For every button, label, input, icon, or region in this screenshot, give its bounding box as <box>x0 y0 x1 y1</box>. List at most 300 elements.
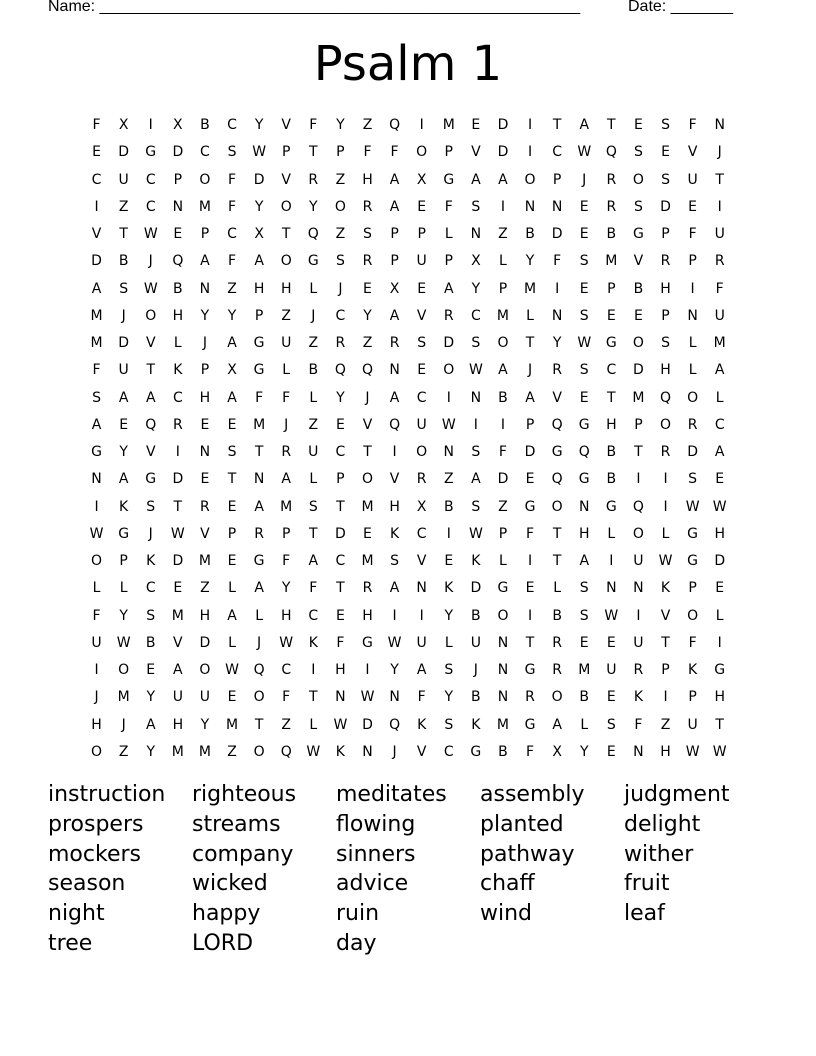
grid-letter: A <box>714 362 725 379</box>
grid-letter: F <box>92 362 101 379</box>
grid-letter: R <box>416 471 427 488</box>
grid-letter: J <box>284 416 289 433</box>
grid-letter: U <box>416 416 427 433</box>
grid-letter: B <box>579 689 590 706</box>
grid-letter: S <box>363 226 372 243</box>
grid-letter: D <box>470 580 482 597</box>
grid-letter: M <box>605 253 618 270</box>
grid-letter: V <box>552 389 562 406</box>
grid-letter: X <box>389 280 400 297</box>
letter-grid <box>83 112 743 766</box>
grid-letter: T <box>363 444 372 461</box>
grid-row <box>83 221 743 248</box>
grid-letter: D <box>687 444 698 461</box>
grid-letter: P <box>634 416 643 433</box>
grid-letter: V <box>362 416 373 433</box>
grid-letter: A <box>254 253 264 270</box>
grid-letter: D <box>443 335 455 352</box>
grid-letter: N <box>497 662 509 679</box>
word-bank-item: righteous <box>192 782 297 807</box>
grid-letter: F <box>444 198 453 215</box>
grid-letter: M <box>198 198 211 215</box>
grid-letter: U <box>416 253 427 270</box>
grid-letter: O <box>497 607 509 624</box>
word-bank-item: tree <box>48 930 93 956</box>
grid-letter: S <box>335 253 345 270</box>
grid-letter: R <box>660 444 671 461</box>
grid-letter: Z <box>308 335 319 352</box>
word-bank-item: sinners <box>336 841 416 867</box>
grid-letter: C <box>281 662 292 679</box>
grid-letter: Q <box>389 416 401 433</box>
word-bank-item: ruin <box>336 901 380 927</box>
grid-letter: E <box>525 580 535 597</box>
grid-letter: Q <box>145 416 157 433</box>
grid-letter: H <box>714 689 725 706</box>
grid-letter: S <box>579 607 589 624</box>
grid-letter: X <box>254 226 264 243</box>
grid-letter: Q <box>361 362 373 379</box>
grid-letter: F <box>363 144 372 161</box>
grid-letter: P <box>661 662 670 679</box>
grid-letter: E <box>525 471 535 488</box>
grid-letter: M <box>632 389 645 406</box>
grid-letter: M <box>496 307 509 324</box>
grid-letter: O <box>334 198 346 215</box>
grid-letter: I <box>717 198 722 215</box>
grid-letter: C <box>227 117 237 134</box>
grid-letter: N <box>551 307 563 324</box>
grid-letter: A <box>281 471 291 488</box>
grid-letter: M <box>198 553 211 570</box>
grid-row <box>83 303 743 330</box>
grid-row <box>83 112 743 139</box>
grid-letter: S <box>579 253 589 270</box>
grid-letter: N <box>253 471 265 488</box>
grid-letter: Y <box>254 117 264 134</box>
grid-letter: U <box>91 634 102 651</box>
grid-letter: S <box>417 335 427 352</box>
grid-letter: Y <box>336 117 345 134</box>
grid-letter: Z <box>335 171 346 188</box>
grid-letter: B <box>443 498 454 515</box>
grid-letter: S <box>471 444 481 461</box>
grid-letter: I <box>555 280 560 297</box>
grid-letter: R <box>660 253 671 270</box>
grid-letter: O <box>145 307 157 324</box>
grid-letter: U <box>118 362 129 379</box>
grid-letter: G <box>605 335 617 352</box>
grid-letter: Z <box>498 498 508 515</box>
grid-letter: A <box>389 580 400 597</box>
grid-letter: B <box>606 444 617 461</box>
grid-letter: I <box>446 525 451 542</box>
word-bank-item: LORD <box>192 930 254 956</box>
grid-letter: B <box>173 280 183 297</box>
grid-letter: Y <box>200 307 210 324</box>
grid-letter: U <box>687 716 698 733</box>
word-bank-item: streams <box>192 811 281 837</box>
grid-letter: M <box>171 607 184 624</box>
grid-letter: N <box>524 198 536 215</box>
grid-letter: E <box>92 144 101 161</box>
grid-letter: E <box>606 689 616 706</box>
grid-letter: W <box>712 743 727 760</box>
grid-letter: Y <box>444 689 454 706</box>
grid-letter: Q <box>605 144 617 161</box>
grid-letter: J <box>338 280 343 297</box>
grid-letter: B <box>525 226 535 243</box>
grid-letter: C <box>145 198 156 215</box>
grid-letter: V <box>281 117 291 134</box>
grid-letter: P <box>498 280 508 297</box>
grid-letter: A <box>91 280 102 297</box>
grid-letter: F <box>282 689 291 706</box>
grid-letter: E <box>173 226 183 243</box>
grid-letter: F <box>309 580 318 597</box>
grid-letter: N <box>91 471 102 488</box>
grid-letter: U <box>281 335 292 352</box>
grid-letter: F <box>227 171 237 188</box>
grid-letter: R <box>254 525 264 542</box>
grid-letter: I <box>446 389 451 406</box>
grid-letter: W <box>658 553 673 570</box>
grid-letter: R <box>633 662 644 679</box>
grid-letter: V <box>633 253 644 270</box>
grid-letter: I <box>527 117 533 134</box>
word-bank-item: delight <box>624 811 701 837</box>
grid-letter: L <box>688 335 697 352</box>
grid-letter: E <box>606 307 616 324</box>
grid-letter: H <box>91 716 102 733</box>
grid-letter: H <box>362 607 373 624</box>
grid-letter: G <box>253 553 265 570</box>
grid-letter: F <box>92 117 101 134</box>
grid-letter: F <box>255 389 264 406</box>
grid-letter: Z <box>281 307 291 324</box>
grid-letter: T <box>336 580 345 597</box>
grid-letter: G <box>632 226 644 243</box>
grid-letter: E <box>579 634 589 651</box>
grid-letter: F <box>688 634 697 651</box>
grid-letter: F <box>498 444 507 461</box>
grid-letter: C <box>200 144 210 161</box>
grid-letter: B <box>471 607 481 624</box>
grid-letter: X <box>416 171 427 188</box>
grid-letter: Z <box>308 416 319 433</box>
grid-letter: P <box>525 416 535 433</box>
word-bank-item: assembly <box>480 782 585 807</box>
grid-letter: E <box>200 471 210 488</box>
grid-letter: A <box>145 716 156 733</box>
grid-letter: E <box>579 389 589 406</box>
grid-letter: P <box>390 226 399 243</box>
grid-letter: R <box>335 335 346 352</box>
grid-letter: W <box>468 525 483 542</box>
grid-letter: U <box>199 689 211 706</box>
grid-letter: O <box>280 198 292 215</box>
word-bank-item: planted <box>480 811 564 837</box>
grid-letter: F <box>282 389 291 406</box>
grid-letter: M <box>280 498 293 515</box>
grid-letter: T <box>525 335 535 352</box>
grid-row <box>83 603 743 630</box>
grid-letter: M <box>90 307 103 324</box>
grid-letter: L <box>173 335 182 352</box>
grid-letter: T <box>525 634 535 651</box>
grid-letter: V <box>145 335 156 352</box>
word-bank-item: wind <box>480 901 533 927</box>
grid-letter: G <box>307 253 319 270</box>
grid-letter: Z <box>335 226 346 243</box>
grid-letter: G <box>253 335 265 352</box>
grid-letter: P <box>336 144 345 161</box>
grid-letter: G <box>145 144 157 161</box>
grid-letter: A <box>145 389 156 406</box>
grid-letter: O <box>687 607 699 624</box>
grid-letter: W <box>143 226 158 243</box>
grid-letter: X <box>227 362 237 379</box>
grid-letter: R <box>281 444 292 461</box>
grid-letter: A <box>308 553 319 570</box>
grid-letter: R <box>308 171 319 188</box>
word-bank-item: prospers <box>48 811 144 837</box>
grid-letter: V <box>416 553 427 570</box>
grid-letter: O <box>280 253 292 270</box>
grid-row <box>83 466 743 493</box>
grid-letter: L <box>715 607 724 624</box>
grid-letter: V <box>416 307 427 324</box>
grid-letter: A <box>498 362 508 379</box>
grid-letter: U <box>606 662 617 679</box>
grid-letter: U <box>172 689 183 706</box>
grid-letter: R <box>552 662 562 679</box>
grid-letter: I <box>500 198 506 215</box>
grid-letter: O <box>416 144 428 161</box>
grid-letter: O <box>91 553 103 570</box>
grid-letter: I <box>527 553 533 570</box>
grid-letter: I <box>500 416 506 433</box>
grid-letter: R <box>172 416 183 433</box>
grid-letter: M <box>524 280 537 297</box>
grid-letter: P <box>417 226 426 243</box>
grid-letter: Y <box>363 307 372 324</box>
grid-letter: F <box>526 743 535 760</box>
grid-letter: O <box>524 171 536 188</box>
grid-letter: W <box>577 335 592 352</box>
grid-letter: N <box>335 689 346 706</box>
grid-letter: Y <box>146 743 156 760</box>
grid-letter: E <box>661 144 670 161</box>
grid-letter: M <box>713 335 726 352</box>
grid-letter: R <box>362 580 373 597</box>
grid-row <box>83 494 743 521</box>
grid-letter: I <box>94 662 99 679</box>
grid-letter: Y <box>552 335 562 352</box>
grid-letter: W <box>685 498 700 515</box>
grid-letter: T <box>309 689 318 706</box>
grid-letter: D <box>497 471 509 488</box>
grid-letter: F <box>282 553 291 570</box>
grid-row <box>83 630 743 657</box>
grid-row <box>83 385 743 412</box>
grid-letter: L <box>444 634 453 651</box>
grid-letter: K <box>146 553 156 570</box>
grid-letter: O <box>118 662 130 679</box>
grid-letter: B <box>145 634 156 651</box>
grid-letter: V <box>389 471 400 488</box>
grid-letter: G <box>362 634 373 651</box>
grid-letter: N <box>199 444 211 461</box>
word-bank-item: day <box>336 930 377 956</box>
grid-letter: Q <box>172 253 184 270</box>
grid-letter: G <box>605 498 617 515</box>
grid-letter: B <box>471 689 481 706</box>
grid-letter: K <box>444 580 454 597</box>
grid-letter: J <box>527 362 533 379</box>
grid-letter: D <box>118 144 130 161</box>
grid-letter: E <box>200 416 210 433</box>
grid-letter: B <box>118 253 129 270</box>
grid-letter: E <box>715 580 725 597</box>
grid-row <box>83 712 743 739</box>
grid-letter: E <box>633 117 643 134</box>
grid-letter: W <box>279 634 294 651</box>
grid-letter: L <box>255 607 264 624</box>
grid-letter: U <box>416 634 427 651</box>
grid-letter: T <box>281 226 291 243</box>
grid-letter: C <box>606 362 617 379</box>
grid-letter: T <box>607 117 616 134</box>
grid-letter: P <box>688 689 697 706</box>
grid-letter: K <box>119 498 129 515</box>
grid-letter: Y <box>119 607 128 624</box>
grid-letter: S <box>579 307 589 324</box>
grid-letter: C <box>335 553 346 570</box>
grid-letter: Y <box>119 444 128 461</box>
grid-letter: R <box>362 253 373 270</box>
grid-letter: V <box>200 525 210 542</box>
grid-letter: J <box>121 716 126 733</box>
grid-letter: D <box>524 444 536 461</box>
grid-letter: C <box>552 144 563 161</box>
grid-letter: E <box>363 280 372 297</box>
grid-letter: J <box>202 335 207 352</box>
grid-letter: F <box>227 198 237 215</box>
grid-letter: Y <box>444 607 454 624</box>
word-bank-item: leaf <box>624 901 665 927</box>
grid-letter: A <box>254 580 264 597</box>
grid-letter: W <box>116 634 131 651</box>
grid-letter: K <box>471 553 481 570</box>
grid-letter: N <box>714 117 725 134</box>
grid-letter: N <box>362 743 373 760</box>
grid-letter: S <box>661 117 670 134</box>
grid-letter: G <box>118 525 130 542</box>
grid-letter: L <box>228 634 236 651</box>
grid-letter: P <box>688 253 697 270</box>
grid-letter: N <box>578 498 590 515</box>
grid-letter: Q <box>551 416 563 433</box>
grid-letter: T <box>119 226 128 243</box>
grid-letter: O <box>632 525 644 542</box>
worksheet-header <box>48 0 748 19</box>
grid-letter: N <box>389 689 400 706</box>
grid-letter: A <box>389 198 400 215</box>
grid-letter: W <box>360 689 375 706</box>
grid-letter: R <box>443 307 454 324</box>
grid-letter: C <box>416 389 427 406</box>
grid-letter: J <box>311 307 316 324</box>
grid-letter: O <box>199 171 211 188</box>
grid-letter: S <box>471 498 481 515</box>
name-line: Name: ______________________________________________________ <box>48 0 581 15</box>
grid-letter: Q <box>632 498 644 515</box>
grid-letter: B <box>308 362 319 379</box>
grid-letter: Z <box>200 580 210 597</box>
grid-letter: B <box>633 280 644 297</box>
grid-letter: B <box>498 743 508 760</box>
grid-letter: V <box>281 171 291 188</box>
grid-letter: P <box>281 525 291 542</box>
grid-letter: E <box>715 471 725 488</box>
grid-letter: M <box>578 662 591 679</box>
grid-letter: O <box>416 444 428 461</box>
grid-letter: H <box>362 171 373 188</box>
grid-letter: Q <box>334 362 346 379</box>
grid-letter: K <box>660 580 671 597</box>
grid-letter: O <box>91 743 103 760</box>
grid-letter: Y <box>471 280 481 297</box>
grid-letter: T <box>607 389 616 406</box>
grid-letter: A <box>389 307 400 324</box>
grid-letter: G <box>524 498 536 515</box>
grid-letter: R <box>525 689 535 706</box>
grid-letter: I <box>392 607 397 624</box>
grid-letter: A <box>389 171 400 188</box>
grid-letter: Y <box>525 253 535 270</box>
grid-letter: B <box>606 226 617 243</box>
grid-row <box>83 684 743 711</box>
word-bank-item: mockers <box>48 841 141 867</box>
grid-letter: J <box>717 144 722 161</box>
grid-letter: V <box>145 444 156 461</box>
grid-letter: H <box>660 280 671 297</box>
grid-letter: E <box>363 525 372 542</box>
grid-letter: Q <box>280 743 292 760</box>
grid-letter: G <box>714 662 726 679</box>
grid-letter: H <box>606 416 617 433</box>
grid-row <box>83 330 743 357</box>
grid-letter: P <box>390 253 399 270</box>
grid-letter: H <box>199 607 211 624</box>
page-title: Psalm 1 <box>313 36 503 92</box>
grid-letter: Q <box>551 471 563 488</box>
grid-letter: H <box>389 498 400 515</box>
grid-letter: G <box>687 553 699 570</box>
grid-letter: Y <box>254 198 264 215</box>
grid-letter: H <box>578 525 590 542</box>
grid-letter: M <box>253 416 266 433</box>
grid-letter: Y <box>579 743 589 760</box>
grid-letter: E <box>119 416 129 433</box>
grid-letter: H <box>172 307 184 324</box>
grid-letter: S <box>92 389 101 406</box>
grid-letter: Z <box>498 226 508 243</box>
grid-letter: L <box>309 716 318 733</box>
grid-letter: G <box>443 171 455 188</box>
grid-letter: I <box>94 498 99 515</box>
